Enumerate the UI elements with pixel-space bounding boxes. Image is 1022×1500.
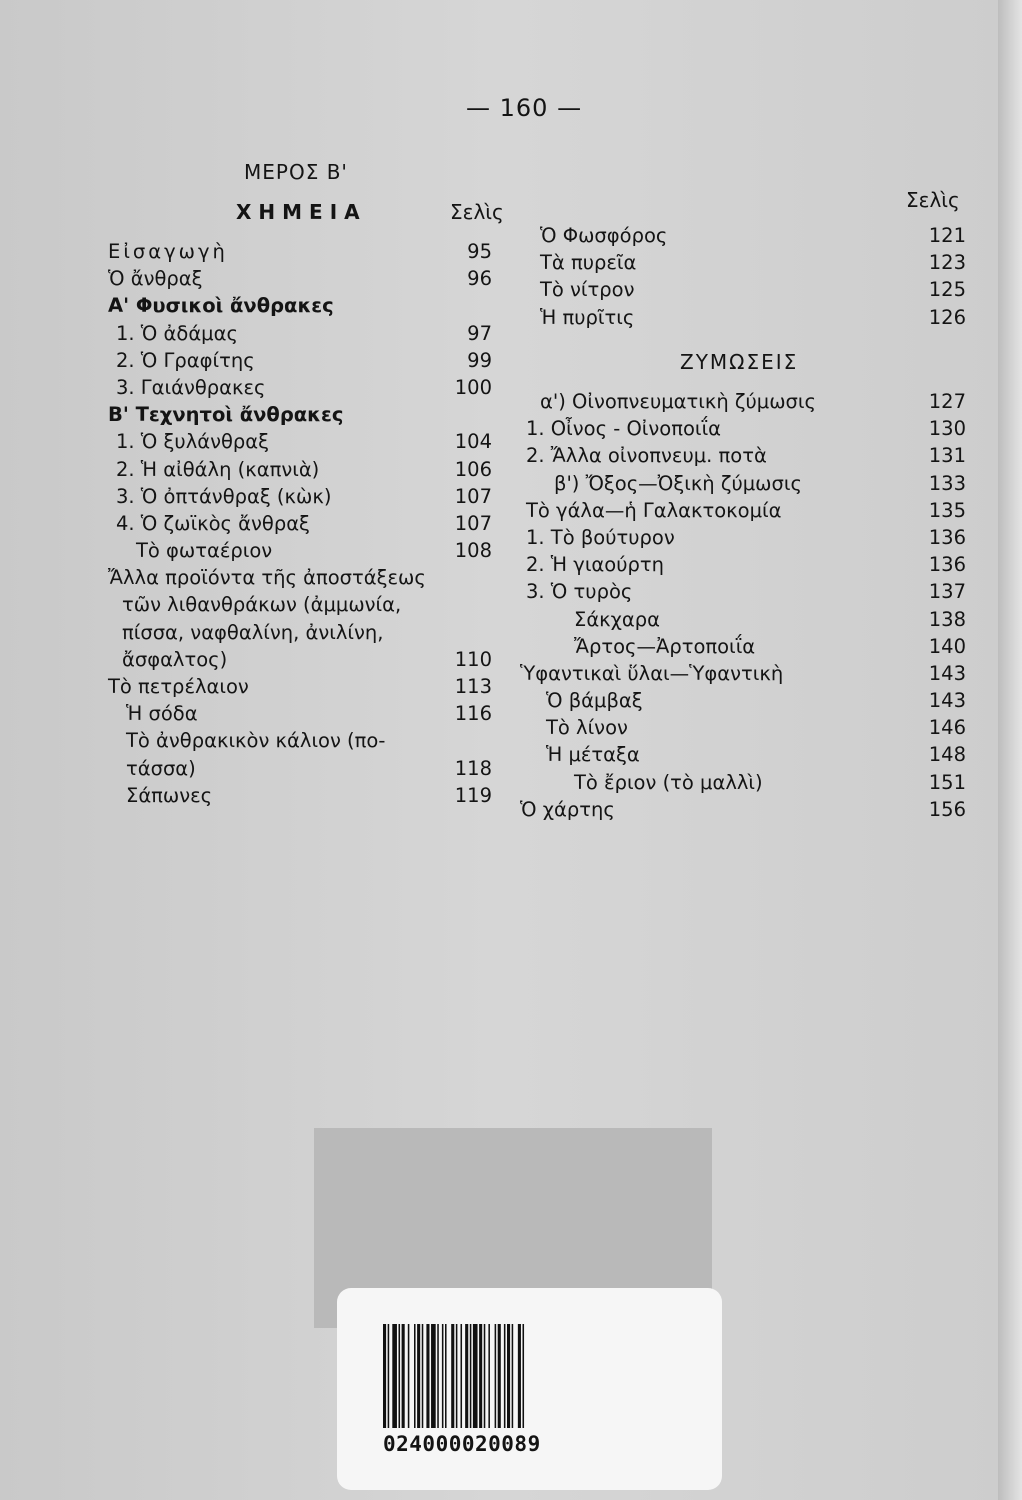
toc-entry xyxy=(520,796,966,823)
barcode-bar xyxy=(442,1324,444,1428)
toc-entry-title: 1. Τὸ βούτυρον xyxy=(526,525,675,549)
toc-entry xyxy=(108,428,492,455)
toc-entry-page: 140 xyxy=(928,634,966,658)
book-spine xyxy=(998,0,1022,1500)
toc-entry-page: 104 xyxy=(454,430,492,454)
toc-entry xyxy=(108,265,492,292)
toc-entry-page: 116 xyxy=(454,702,492,726)
toc-entry-title: Τὸ ἔριον (τὸ μαλλὶ) xyxy=(574,770,763,794)
barcode-bar xyxy=(523,1324,525,1428)
toc-entry xyxy=(540,222,966,249)
toc-entry-page: 143 xyxy=(928,661,966,685)
toc-entry-title: β') Ὄξος—Ὀξικὴ ζύμωσις xyxy=(554,471,802,495)
toc-entry-page: 133 xyxy=(928,471,966,495)
toc-entry-page: 130 xyxy=(928,417,966,441)
toc-entry xyxy=(526,714,966,741)
toc-entry-title: Ἡ μέταξα xyxy=(546,743,640,767)
toc-entry-page: 138 xyxy=(928,607,966,631)
barcode-bar xyxy=(465,1324,468,1428)
toc-entry-title: Ἄλλα προϊόντα τῆς ἀποστάξεως xyxy=(108,566,426,590)
part-heading: ΜΕΡΟΣ Β' xyxy=(244,160,348,184)
toc-entry-title: πίσσα, ναφθαλίνη, ἀνιλίνη, xyxy=(122,620,384,644)
toc-entry xyxy=(526,524,966,551)
toc-entry xyxy=(108,320,492,347)
toc-entry xyxy=(526,388,966,415)
toc-entry-page: 127 xyxy=(928,390,966,413)
toc-entry-title: Σάπωνες xyxy=(126,783,213,807)
right-toc-column-top xyxy=(540,222,966,331)
toc-entry-title: Σάκχαρα xyxy=(574,607,661,631)
toc-entry xyxy=(526,551,966,578)
toc-entry-title: Ὁ χάρτης xyxy=(520,797,615,821)
toc-entry-title: Ἡ πυρῖτις xyxy=(540,305,635,329)
barcode-bar xyxy=(456,1324,458,1428)
toc-entry-title: Ὁ βάμβαξ xyxy=(546,689,643,713)
toc-entry-title: Β' Τεχνητοὶ ἄνθρακες xyxy=(108,403,344,427)
toc-entry-title: Ἄρτος—Ἀρτοποιΐα xyxy=(574,634,756,658)
toc-entry-page: 107 xyxy=(454,484,492,508)
toc-entry-page: 137 xyxy=(928,580,966,604)
toc-entry xyxy=(108,483,492,510)
toc-entry xyxy=(108,727,492,754)
toc-entry-page: 113 xyxy=(454,675,492,698)
left-page-column-label: Σελὶς xyxy=(450,200,504,224)
toc-entry xyxy=(520,660,966,687)
barcode-bar xyxy=(392,1324,397,1428)
toc-entry xyxy=(526,578,966,605)
toc-entry-title: 3. Γαιάνθρακες xyxy=(116,375,266,399)
barcode-bar xyxy=(479,1324,482,1428)
toc-entry xyxy=(108,619,492,646)
barcode-bar xyxy=(451,1324,454,1428)
barcode-bar xyxy=(504,1324,506,1428)
toc-entry-page: 108 xyxy=(454,539,492,563)
barcode-bar xyxy=(408,1324,410,1428)
toc-entry-title: Τὰ πυρεῖα xyxy=(540,251,637,275)
toc-entry xyxy=(526,415,966,442)
toc-entry-title: Εἰσαγωγὴ xyxy=(108,240,228,263)
toc-entry-page: 146 xyxy=(928,716,966,740)
toc-entry xyxy=(526,606,966,633)
barcode-bar xyxy=(512,1324,514,1428)
toc-entry-title: 2. Ὁ Γραφίτης xyxy=(116,348,255,372)
barcode-bar xyxy=(445,1324,447,1428)
toc-entry-title: ἄσφαλτος) xyxy=(122,647,228,671)
toc-entry xyxy=(540,249,966,276)
barcode-bar xyxy=(414,1324,416,1428)
barcode-bar xyxy=(422,1324,424,1428)
toc-entry-title: Τὸ ἀνθρακικὸν κάλιον (πο- xyxy=(126,729,386,753)
toc-entry-page: 156 xyxy=(928,797,966,821)
toc-entry-title: 3. Ὁ τυρὸς xyxy=(526,580,633,604)
barcode-bar xyxy=(437,1324,439,1428)
left-toc-column xyxy=(108,238,492,809)
barcode-bar xyxy=(484,1324,486,1428)
barcode-bar xyxy=(402,1324,405,1428)
toc-entry-title: 4. Ὁ ζωϊκὸς ἄνθραξ xyxy=(116,511,310,535)
barcode-bar xyxy=(383,1324,386,1428)
toc-entry-page: 135 xyxy=(928,498,966,522)
toc-entry-title: Α' Φυσικοὶ ἄνθρακες xyxy=(108,294,334,318)
barcode xyxy=(383,1324,573,1428)
toc-entry-page: 123 xyxy=(928,251,966,275)
toc-entry xyxy=(108,292,492,319)
toc-entry-title: Τὸ λίνον xyxy=(546,716,628,740)
toc-entry-title: Ὁ ἄνθραξ xyxy=(108,267,203,291)
toc-entry-page: 97 xyxy=(467,321,492,345)
toc-entry-page: 148 xyxy=(928,743,966,767)
toc-entry-page: 99 xyxy=(467,348,492,372)
toc-entry xyxy=(526,497,966,524)
toc-entry xyxy=(108,673,492,700)
toc-entry-title: Ἡ σόδα xyxy=(126,702,198,726)
toc-entry-title: 1. Ὁ ξυλάνθραξ xyxy=(116,430,270,454)
toc-entry xyxy=(108,401,492,428)
toc-entry-page: 126 xyxy=(928,305,966,329)
barcode-bar xyxy=(495,1324,497,1428)
page-number: — 160 — xyxy=(466,94,583,122)
toc-entry xyxy=(108,374,492,401)
toc-entry xyxy=(526,470,966,497)
toc-entry xyxy=(108,646,492,673)
toc-entry xyxy=(526,442,966,469)
barcode-bar xyxy=(461,1324,463,1428)
toc-entry xyxy=(108,564,492,591)
toc-entry xyxy=(540,276,966,303)
toc-entry xyxy=(108,238,492,265)
toc-entry-title: Τὸ φωταέριον xyxy=(136,539,273,563)
toc-entry-page: 136 xyxy=(928,553,966,577)
barcode-bar xyxy=(470,1324,472,1428)
toc-entry xyxy=(108,700,492,727)
barcode-bar xyxy=(431,1324,436,1428)
barcode-bar xyxy=(399,1324,401,1428)
toc-entry-title: α') Οἰνοπνευματικὴ ζύμωσις xyxy=(540,390,816,413)
barcode-bar xyxy=(488,1324,490,1428)
barcode-bar xyxy=(426,1324,429,1428)
toc-entry-title: Ὑφαντικαὶ ὕλαι—Ὑφαντικὴ xyxy=(520,661,784,685)
section-heading: ΧΗΜΕΙΑ xyxy=(236,200,367,224)
toc-entry-title: 2. Ἄλλα οἰνοπνευμ. ποτὰ xyxy=(526,444,767,468)
toc-entry xyxy=(526,741,966,768)
toc-entry-title: Τὸ πετρέλαιον xyxy=(108,675,249,698)
toc-entry-page: 95 xyxy=(467,240,492,263)
barcode-bar xyxy=(507,1324,510,1428)
toc-entry-title: Ὁ Φωσφόρος xyxy=(540,224,668,247)
toc-entry-page: 125 xyxy=(928,278,966,302)
barcode-bar xyxy=(417,1324,420,1428)
toc-entry xyxy=(108,537,492,564)
toc-entry xyxy=(540,304,966,331)
toc-entry-title: τῶν λιθανθράκων (ἀμμωνία, xyxy=(122,593,402,617)
toc-entry-page: 96 xyxy=(467,267,492,291)
toc-entry xyxy=(526,769,966,796)
toc-entry-page: 136 xyxy=(928,525,966,549)
toc-entry-page: 119 xyxy=(454,783,492,807)
right-toc-column-bottom xyxy=(520,388,966,823)
toc-entry-title: 2. Ἡ γιαούρτη xyxy=(526,553,664,577)
toc-entry xyxy=(108,782,492,809)
toc-entry-page: 106 xyxy=(454,457,492,481)
toc-entry xyxy=(108,591,492,618)
barcode-bar xyxy=(388,1324,390,1428)
toc-entry-title: 3. Ὁ ὀπτάνθραξ (κὼκ) xyxy=(116,484,332,508)
toc-entry-page: 143 xyxy=(928,689,966,713)
toc-entry-title: 1. Ὁ ἀδάμας xyxy=(116,321,238,345)
toc-entry xyxy=(108,755,492,782)
toc-entry xyxy=(108,456,492,483)
toc-entry xyxy=(526,633,966,660)
toc-entry-page: 110 xyxy=(454,647,492,671)
toc-entry-page: 151 xyxy=(928,770,966,794)
barcode-number: 024000020089 xyxy=(383,1432,541,1456)
barcode-bar xyxy=(498,1324,501,1428)
toc-entry xyxy=(526,687,966,714)
barcode-bar xyxy=(473,1324,478,1428)
toc-entry xyxy=(108,510,492,537)
toc-entry-title: 1. Οἶνος - Οἰνοποιΐα xyxy=(526,417,721,441)
barcode-bar xyxy=(518,1324,521,1428)
toc-entry-page: 118 xyxy=(454,756,492,780)
barcode-label xyxy=(337,1288,722,1490)
toc-entry-title: Τὸ νίτρον xyxy=(540,278,635,302)
toc-entry-title: 2. Ἡ αἰθάλη (καπνιὰ) xyxy=(116,457,320,481)
toc-entry-title: τάσσα) xyxy=(126,756,196,780)
toc-entry xyxy=(108,347,492,374)
zymoseis-heading: ΖΥΜΩΣΕΙΣ xyxy=(680,350,799,374)
toc-entry-page: 131 xyxy=(928,444,966,468)
toc-entry-page: 121 xyxy=(928,224,966,247)
toc-entry-page: 107 xyxy=(454,511,492,535)
right-page-column-label: Σελὶς xyxy=(906,188,960,212)
toc-entry-page: 100 xyxy=(454,375,492,399)
toc-entry-title: Τὸ γάλα—ἡ Γαλακτοκομία xyxy=(526,498,782,522)
